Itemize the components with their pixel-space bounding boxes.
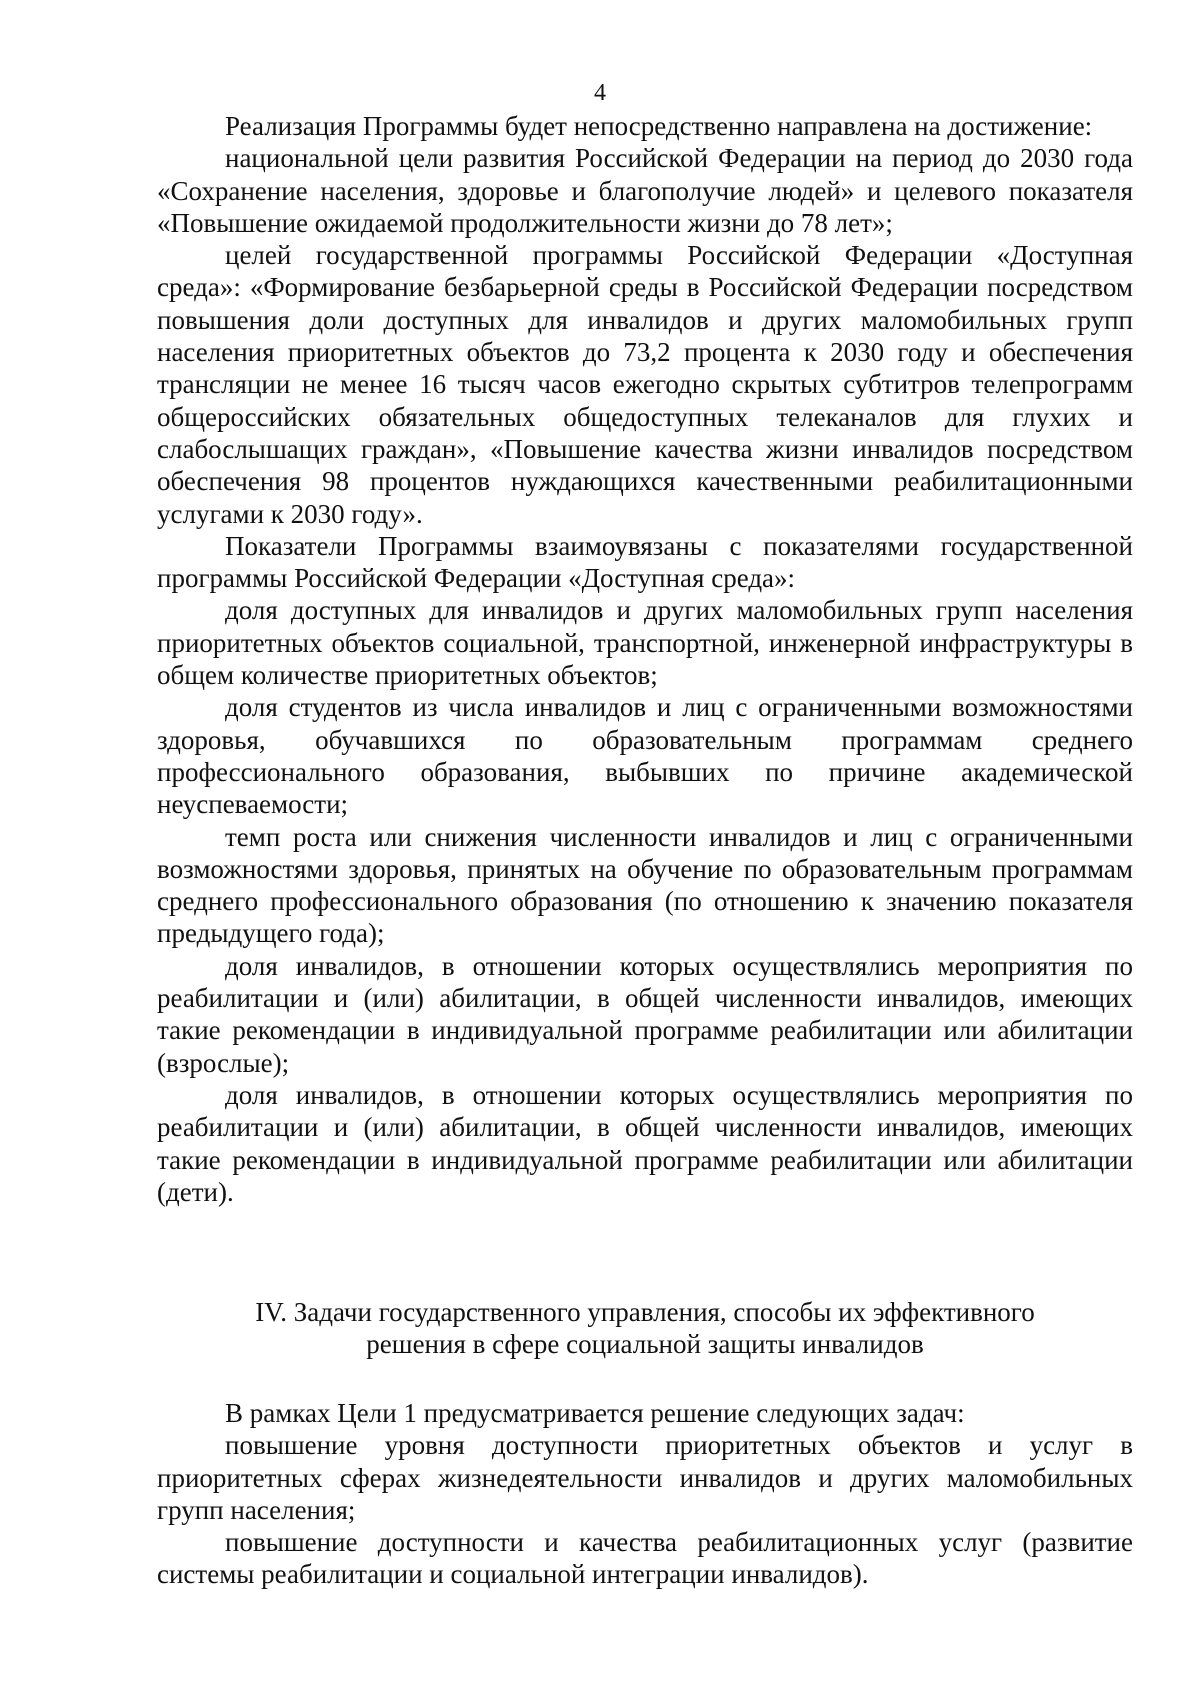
paragraph: национальной цели развития Российской Федерации на период до 2030 года «Сохранение населения, здоровье и благополучие людей» и целевого показателя «Повышение ожидаемой продолжительности жизни до 78 лет»;: [157, 143, 1133, 238]
paragraph: доля студентов из числа инвалидов и лиц с ограниченными возможностями здоровья, обучавшихся по образовательным программам среднего профессионального образования, выбывших по причине академической неуспеваемости;: [157, 692, 1133, 820]
paragraph: Реализация Программы будет непосредственно направлена на достижение:: [225, 111, 1093, 141]
section-heading-line: IV. Задачи государственного управления, способы их эффективного: [255, 1297, 1035, 1327]
paragraph: доля инвалидов, в отношении которых осуществлялись мероприятия по реабилитации и (или) абилитации, в общей численности инвалидов, имеющих такие рекомендации в индивидуальной программе реабилитации или абилитации (дети).: [157, 1079, 1133, 1207]
section-heading-line: решения в сфере социальной защиты инвалидов: [366, 1329, 924, 1360]
tasks-section: [157, 1397, 1133, 1591]
paragraph: доля инвалидов, в отношении которых осуществлялись мероприятия по реабилитации и (или) абилитации, в общей численности инвалидов, имеющих такие рекомендации в индивидуальной программе реабилитации или абилитации (взрослые);: [157, 950, 1133, 1078]
paragraph: доля доступных для инвалидов и других маломобильных групп населения приоритетных объектов социальной, транспортной, инженерной инфраструктуры в общем количестве приоритетных объектов;: [157, 595, 1133, 691]
page-number: 4: [594, 80, 606, 106]
paragraph: В рамках Цели 1 предусматривается решение следующих задач:: [225, 1398, 965, 1428]
program-goals-section: [157, 110, 1133, 1208]
paragraph: Показатели Программы взаимоувязаны с показателями государственной программы Российской Федерации «Доступная среда»:: [157, 530, 1133, 594]
paragraph: целей государственной программы Российской Федерации «Доступная среда»: «Формирование безбарьерной среды в Российской Федерации посредством повышения доли доступных для инвалидов и других маломобильных групп населения приоритетных объектов до 73,2 процента к 2030 году и обеспечения трансляции не менее 16 тысяч часов ежегодно скрытых субтитров телепрограмм общероссийских обязательных общедоступных телеканалов для глухих и слабослышащих граждан», «Повышение качества жизни инвалидов посредством обеспечения 98 процентов нуждающихся качественными реабилитационными услугами к 2030 году».: [157, 240, 1133, 529]
paragraph: повышение доступности и качества реабилитационных услуг (развитие системы реабилитации и социальной интеграции инвалидов).: [157, 1527, 1133, 1590]
section-heading: [157, 1296, 1133, 1361]
paragraph: темп роста или снижения численности инвалидов и лиц с ограниченными возможностями здоровья, принятых на обучение по образовательным программам среднего профессионального образования (по отношению к значению показателя предыдущего года);: [157, 821, 1133, 949]
paragraph: повышение уровня доступности приоритетных объектов и услуг в приоритетных сферах жизнедеятельности инвалидов и других маломобильных групп населения;: [157, 1430, 1133, 1525]
